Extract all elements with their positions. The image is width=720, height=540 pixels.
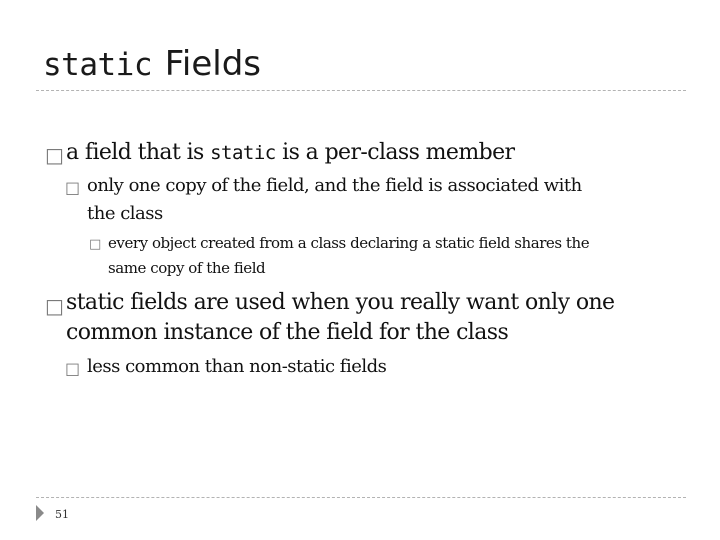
bullet-1-code: static (210, 142, 276, 164)
title-code: static (43, 47, 152, 83)
bullet-icon: □ (45, 294, 64, 318)
footer-divider (36, 497, 686, 498)
play-arrow-icon (36, 505, 44, 521)
slide-title (43, 42, 261, 87)
bullet-icon: □ (65, 359, 81, 378)
bullet-2-line-1: only one copy of the field, and the field is associated with (87, 175, 582, 196)
bullet-1-text (66, 142, 514, 164)
bullet-icon: □ (65, 178, 81, 197)
title-text: Fields (164, 44, 261, 84)
bullet-3-line-2: same copy of the field (108, 259, 266, 277)
bullet-icon: □ (89, 237, 102, 252)
bullet-4-line-2: common instance of the field for the class (66, 320, 509, 345)
bullet-2-line-2: the class (87, 203, 163, 224)
page-number: 51 (55, 508, 69, 521)
bullet-4-line-1: static fields are used when you really want only one (66, 290, 615, 315)
bullet-1-post: is a per-class member (275, 140, 515, 165)
bullet-icon: □ (45, 143, 64, 167)
title-divider (36, 90, 686, 91)
bullet-1-pre: a field that is (66, 140, 211, 165)
bullet-3-line-1: every object created from a class declaring a static field shares the (108, 234, 590, 252)
bullet-5-text: less common than non-static fields (87, 356, 387, 377)
